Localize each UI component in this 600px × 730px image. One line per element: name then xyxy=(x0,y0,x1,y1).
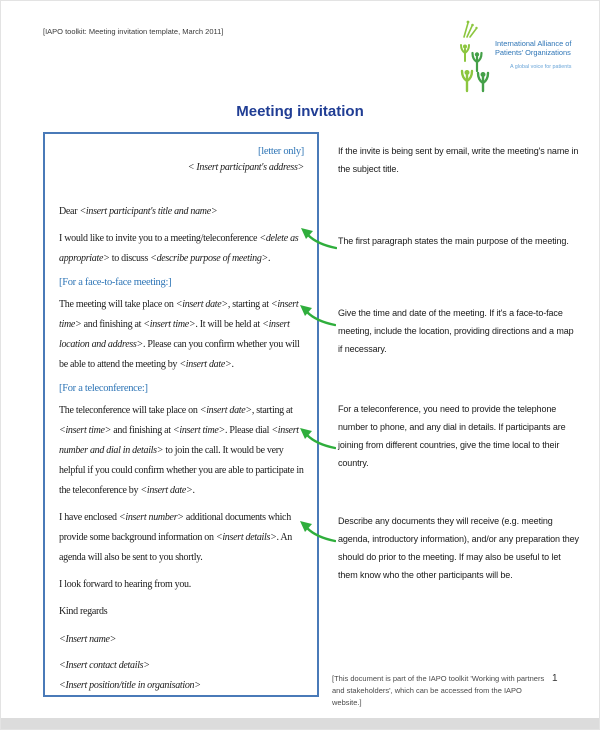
teleconference-paragraph: The teleconference will take place on <insert date>, starting at <insert time> and finishing at <insert time>. Please dial <insert number and dial in details> to join the call. It would be very helpful if you could confirm whether you are able to participate in the teleconference by <insert date>. xyxy=(59,405,304,496)
face-to-face-paragraph: The meeting will take place on <insert date>, starting at <insert time> and finishing at <insert time>. It will be held at <insert location and address>. Please can you confirm whether you will be able to attend the meeting by <insert date>. xyxy=(59,299,300,370)
document-header-label: [IAPO toolkit: Meeting invitation template, March 2011] xyxy=(43,27,224,36)
green-arrow-icon xyxy=(300,227,337,250)
salutation-line: Dear <insert participant's title and name> xyxy=(59,206,218,217)
green-arrow-icon xyxy=(299,427,336,450)
name-placeholder: <Insert name> xyxy=(59,634,117,645)
letter-only-tag: [letter only] xyxy=(258,146,304,157)
enclosed-documents-paragraph: I have enclosed <insert number> additional documents which provide some background information on <insert details>. An agenda will also be sent to you shortly. xyxy=(59,512,292,563)
annotation-email-subject: If the invite is being sent by email, write the meeting's name in the subject title. xyxy=(338,146,579,174)
page-title: Meeting invitation xyxy=(236,103,364,120)
logo-org-name-line1: International Alliance of xyxy=(495,39,572,48)
kind-regards-line: Kind regards xyxy=(59,606,108,617)
logo-text-block xyxy=(495,15,571,97)
logo-figures-icon xyxy=(457,15,495,93)
annotation-teleconference: For a teleconference, you need to provide the telephone number to phone, and any dial in details. If participants are joining from different countries, give the time local to their country. xyxy=(338,404,566,468)
annotation-documents: Describe any documents they will receive (e.g. meeting agenda, introductory information), and/or any preparation they should do prior to the meeting. If may also be useful to let them know who the other participants will be. xyxy=(338,516,579,580)
footer-note: [This document is part of the IAPO toolkit 'Working with partners and stakeholders', which can be accessed from the IAPO website.] xyxy=(332,674,545,707)
green-arrow-icon xyxy=(299,304,336,327)
logo-org-name-line2: Patients' Organizations xyxy=(495,48,571,57)
green-arrow-icon xyxy=(299,520,336,543)
annotation-time-date: Give the time and date of the meeting. If it's a face-to-face meeting, include the location, providing directions and a map if necessary. xyxy=(338,308,574,354)
page-number: 1 xyxy=(552,673,558,684)
letter-template-box xyxy=(43,132,319,697)
face-to-face-heading: [For a face-to-face meeting:] xyxy=(59,277,172,288)
iapo-logo xyxy=(457,15,572,97)
teleconference-heading: [For a teleconference:] xyxy=(59,383,148,394)
logo-tagline: A global voice for patients xyxy=(509,64,572,70)
annotation-first-paragraph: The first paragraph states the main purpose of the meeting. xyxy=(338,236,569,246)
participant-address-placeholder: < Insert participant's address> xyxy=(187,162,304,173)
scan-edge-strip xyxy=(1,718,599,729)
contact-details-placeholder: <Insert contact details> xyxy=(59,660,150,671)
position-title-placeholder: <Insert position/title in organisation> xyxy=(59,680,201,691)
look-forward-line: I look forward to hearing from you. xyxy=(59,579,191,590)
intro-paragraph: I would like to invite you to a meeting/teleconference <delete as appropriate> to discuss <describe purpose of meeting>. xyxy=(59,233,299,264)
